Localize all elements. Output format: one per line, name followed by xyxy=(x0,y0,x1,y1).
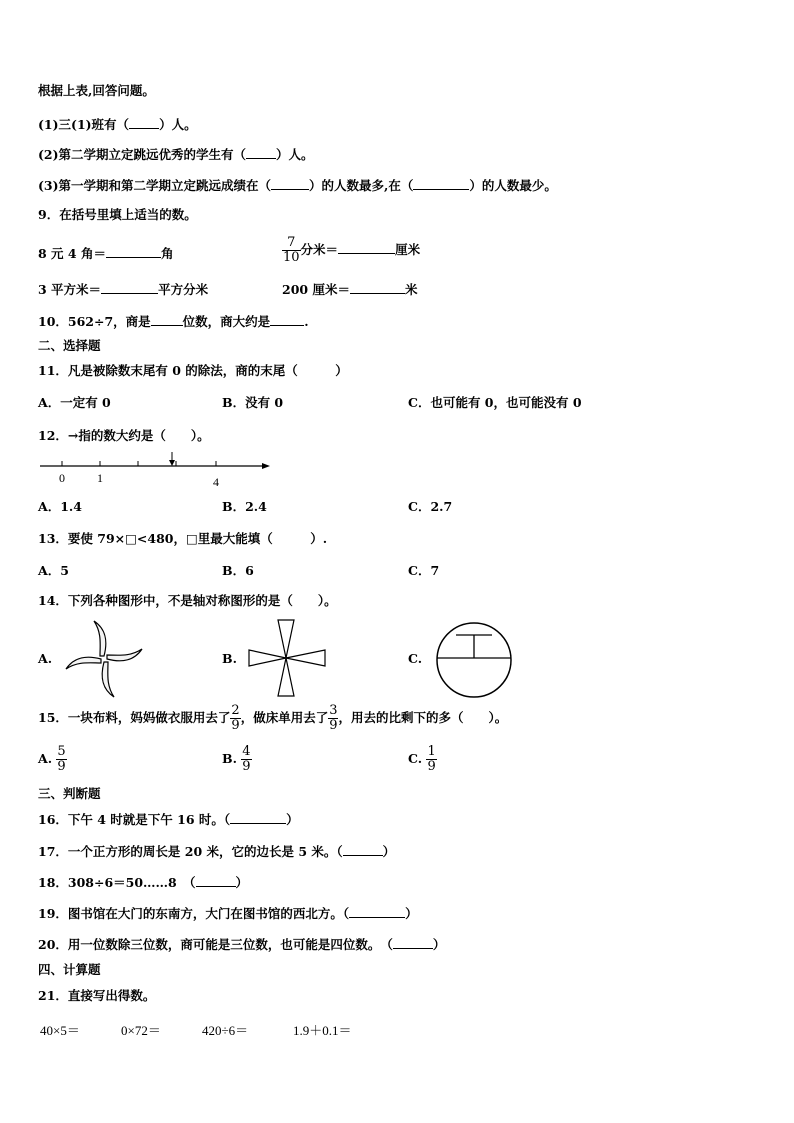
option-b[interactable]: B．6 xyxy=(222,563,254,578)
denominator: 9 xyxy=(329,718,338,733)
question-text: ） xyxy=(382,844,396,859)
question-16 xyxy=(38,811,299,828)
question-text: 17．一个正方形的周长是 20 米，它的边长是 5 米。（ xyxy=(38,844,343,859)
question-9-a xyxy=(38,245,173,262)
question-text: ）人。 xyxy=(159,117,197,132)
option-a[interactable]: A．1.4 xyxy=(38,499,82,514)
question-sub-3 xyxy=(38,177,557,194)
answer-blank[interactable] xyxy=(413,177,469,190)
circle-glyph-figure xyxy=(434,620,514,700)
question-text: 19．图书馆在大门的东南方，大门在图书馆的西北方。（ xyxy=(38,906,350,921)
numerator: 7 xyxy=(287,235,296,250)
question-text: ）的人数最多,在（ xyxy=(309,178,414,193)
question-17 xyxy=(38,843,395,860)
question-text: ） xyxy=(286,812,299,827)
section-3-heading: 三、判断题 xyxy=(38,786,101,801)
section-2-heading: 二、选择题 xyxy=(38,338,101,353)
question-text: 3 平方米＝ xyxy=(38,282,102,297)
calc-item-1: 40×5＝ xyxy=(40,1023,80,1038)
question-text: (1)三(1)班有（ xyxy=(38,117,130,132)
question-text: (3)第一学期和第二学期立定跳远成绩在（ xyxy=(38,178,272,193)
question-9-b xyxy=(282,236,420,265)
question-text: ）的人数最少。 xyxy=(469,178,557,193)
intro-text: 根据上表,回答问题。 xyxy=(38,83,155,98)
question-19 xyxy=(38,905,418,922)
arrowhead-icon xyxy=(262,463,270,469)
answer-blank[interactable] xyxy=(196,874,236,887)
answer-blank[interactable] xyxy=(129,116,159,129)
answer-blank[interactable] xyxy=(350,281,405,294)
option-b[interactable]: B．没有 0 xyxy=(222,395,284,410)
option-c[interactable]: C．7 xyxy=(408,563,440,578)
option-c[interactable]: C．也可能有 0，也可能没有 0 xyxy=(408,395,582,410)
question-text: ，用去的比剩下的多（ ）。 xyxy=(338,710,508,725)
answer-blank[interactable] xyxy=(349,905,405,918)
option-c[interactable]: C. xyxy=(408,651,423,666)
numerator: 1 xyxy=(427,744,436,759)
question-text: ）人。 xyxy=(276,147,314,162)
fraction xyxy=(230,704,240,733)
tick-label-1: 1 xyxy=(97,471,103,485)
option-label: C. xyxy=(408,751,423,766)
question-text: . xyxy=(304,314,309,329)
question-13-stem: 13．要使 79×□<480，□里最大能填（ ）. xyxy=(38,531,328,546)
option-b[interactable]: B. xyxy=(222,651,237,666)
option-b[interactable]: B．2.4 xyxy=(222,499,267,514)
calc-item-3: 420÷6＝ xyxy=(202,1023,249,1038)
option-b[interactable] xyxy=(222,745,252,774)
question-sub-2 xyxy=(38,146,314,163)
section-4-heading: 四、计算题 xyxy=(38,962,101,977)
question-text: 8 元 4 角＝ xyxy=(38,246,106,261)
question-text: ） xyxy=(235,875,249,890)
numerator: 3 xyxy=(329,703,338,718)
denominator: 9 xyxy=(57,759,66,774)
question-text: 20．用一位数除三位数，商可能是三位数，也可能是四位数。 （ xyxy=(38,937,393,952)
question-text: 15．一块布料，妈妈做衣服用去了 xyxy=(38,710,231,725)
question-text: ） xyxy=(405,906,418,921)
option-a[interactable]: A. xyxy=(38,651,53,666)
numerator: 2 xyxy=(231,703,240,718)
question-11-stem: 11．凡是被除数末尾有 0 的除法，商的末尾（ ） xyxy=(38,363,348,378)
denominator: 9 xyxy=(231,718,240,733)
option-c[interactable] xyxy=(408,745,437,774)
option-a[interactable]: A．一定有 0 xyxy=(38,395,111,410)
question-text: (2)第二学期立定跳远优秀的学生有（ xyxy=(38,147,247,162)
numerator: 4 xyxy=(242,744,251,759)
fraction xyxy=(241,745,251,774)
answer-blank[interactable] xyxy=(271,177,309,190)
answer-blank[interactable] xyxy=(343,843,383,856)
calc-item-2: 0×72＝ xyxy=(121,1023,161,1038)
question-9-d xyxy=(282,281,417,298)
question-sub-1 xyxy=(38,116,197,133)
denominator: 10 xyxy=(283,250,300,265)
question-9-c xyxy=(38,281,208,298)
question-text: 米 xyxy=(404,282,418,297)
question-text: 10．562÷7，商是 xyxy=(38,314,151,329)
tick-label-4: 4 xyxy=(213,475,219,489)
question-text: ，做床单用去了 xyxy=(240,710,329,725)
question-text: 厘米 xyxy=(395,242,421,257)
answer-blank[interactable] xyxy=(106,245,161,258)
option-c[interactable]: C．2.7 xyxy=(408,499,453,514)
tick-label-0: 0 xyxy=(59,471,65,485)
calc-item-4: 1.9＋0.1＝ xyxy=(293,1023,352,1038)
question-text: 平方分米 xyxy=(158,282,209,297)
answer-blank[interactable] xyxy=(270,313,304,326)
answer-blank[interactable] xyxy=(393,936,433,949)
number-line-figure xyxy=(38,452,278,490)
question-20 xyxy=(38,936,445,953)
question-text: ） xyxy=(432,937,446,952)
answer-blank[interactable] xyxy=(230,811,286,824)
fraction xyxy=(282,236,301,265)
numerator: 5 xyxy=(57,744,66,759)
denominator: 9 xyxy=(427,759,436,774)
option-label: A. xyxy=(38,751,53,766)
fraction xyxy=(56,745,66,774)
question-15-stem xyxy=(38,704,507,733)
question-14-stem: 14．下列各种图形中，不是轴对称图形的是（ ）。 xyxy=(38,593,337,608)
option-label: B. xyxy=(222,751,237,766)
pinwheel-figure xyxy=(64,619,144,699)
question-text: 18．308÷6＝50……8 （ xyxy=(38,875,196,890)
question-9-title: 9．在括号里填上适当的数。 xyxy=(38,207,197,222)
answer-blank[interactable] xyxy=(246,146,276,159)
fraction xyxy=(328,704,338,733)
question-10 xyxy=(38,313,309,330)
fraction xyxy=(426,745,436,774)
question-text: 200 厘米＝ xyxy=(282,282,350,297)
question-text: 位数，商大约是 xyxy=(182,314,271,329)
question-text: 16．下午 4 时就是下午 16 时。（ xyxy=(38,812,231,827)
cross-figure xyxy=(248,620,328,696)
denominator: 9 xyxy=(242,759,251,774)
question-21-stem: 21．直接写出得数。 xyxy=(38,988,156,1003)
question-18 xyxy=(38,874,248,891)
answer-blank[interactable] xyxy=(338,241,395,254)
question-text: 角 xyxy=(160,246,174,261)
question-text: 分米＝ xyxy=(300,242,339,257)
option-a[interactable] xyxy=(38,745,67,774)
answer-blank[interactable] xyxy=(151,313,183,326)
question-12-stem: 12．→指的数大约是（ ）。 xyxy=(38,428,210,443)
option-a[interactable]: A．5 xyxy=(38,563,69,578)
answer-blank[interactable] xyxy=(101,281,158,294)
